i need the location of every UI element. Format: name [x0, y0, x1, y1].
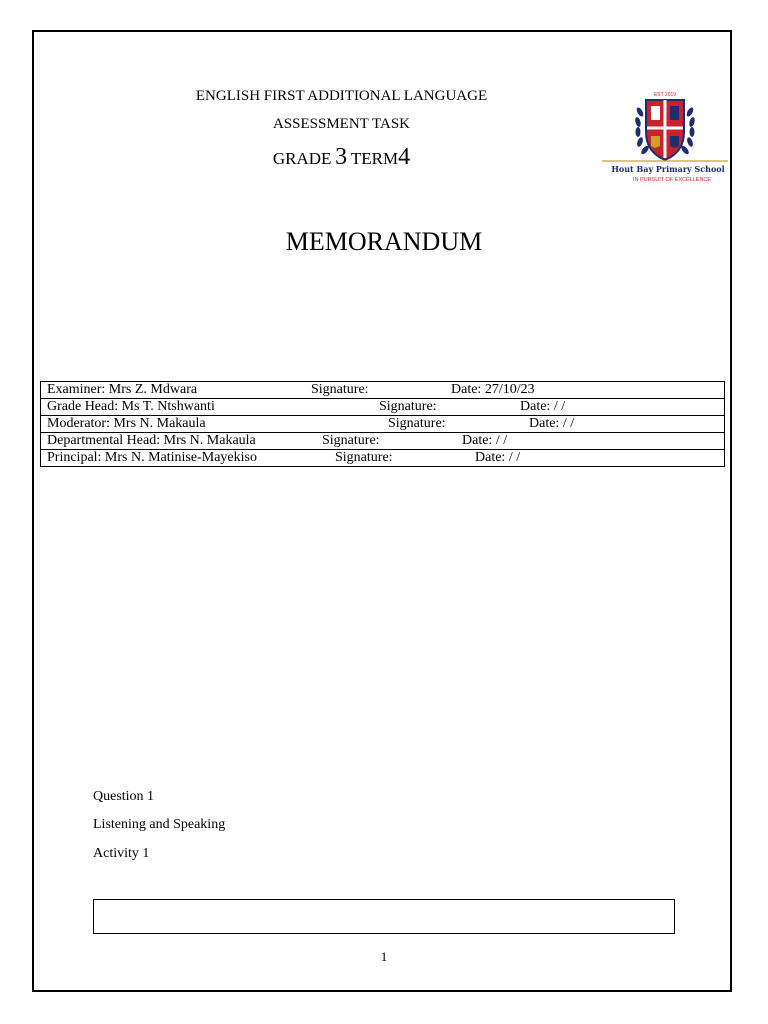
table-row [41, 399, 725, 416]
logo-est-text: EST 2019 [653, 92, 677, 98]
examiner-role: Examiner: Mrs Z. Mdwara [47, 382, 198, 397]
moderator-role: Moderator: Mrs N. Makaula [47, 416, 206, 431]
question-number: Question 1 [93, 789, 155, 804]
shield-icon [646, 100, 684, 160]
principal-role: Principal: Mrs N. Matinise-Mayekiso [47, 450, 257, 465]
question-section: Listening and Speaking [93, 817, 226, 832]
dept-head-date: Date: / / [462, 433, 508, 448]
document-title: MEMORANDUM [285, 227, 483, 256]
grade-head-role: Grade Head: Ms T. Ntshwanti [47, 399, 215, 414]
examiner-signature: Signature: [311, 382, 369, 397]
examiner-date: Date: 27/10/23 [451, 382, 535, 397]
signoff-table [40, 381, 725, 467]
logo-school-name: Hout Bay Primary School [611, 164, 725, 174]
grade-label: GRADE [272, 149, 332, 168]
term-label: TERM [350, 149, 399, 168]
dept-head-signature: Signature: [322, 433, 380, 448]
grade-head-signature: Signature: [379, 399, 437, 414]
table-row [41, 382, 725, 399]
task-heading: ASSESSMENT TASK [272, 116, 411, 132]
grade-term-line [0, 144, 683, 171]
table-row [41, 416, 725, 433]
table-row [41, 450, 725, 467]
dept-head-role: Departmental Head: Mrs N. Makaula [47, 433, 256, 448]
grade-number: 3 [335, 144, 348, 170]
subject-heading: ENGLISH FIRST ADDITIONAL LANGUAGE [195, 88, 488, 104]
principal-signature: Signature: [335, 450, 393, 465]
moderator-signature: Signature: [388, 416, 446, 431]
answer-box[interactable] [93, 899, 675, 934]
question-activity: Activity 1 [93, 846, 150, 861]
logo-motto: IN PURSUIT OF EXCELLENCE [632, 177, 712, 183]
school-logo [600, 88, 730, 188]
term-number: 4 [398, 144, 411, 170]
grade-head-date: Date: / / [520, 399, 566, 414]
page-number: 1 [380, 949, 388, 964]
principal-date: Date: / / [475, 450, 521, 465]
table-row [41, 433, 725, 450]
moderator-date: Date: / / [529, 416, 575, 431]
